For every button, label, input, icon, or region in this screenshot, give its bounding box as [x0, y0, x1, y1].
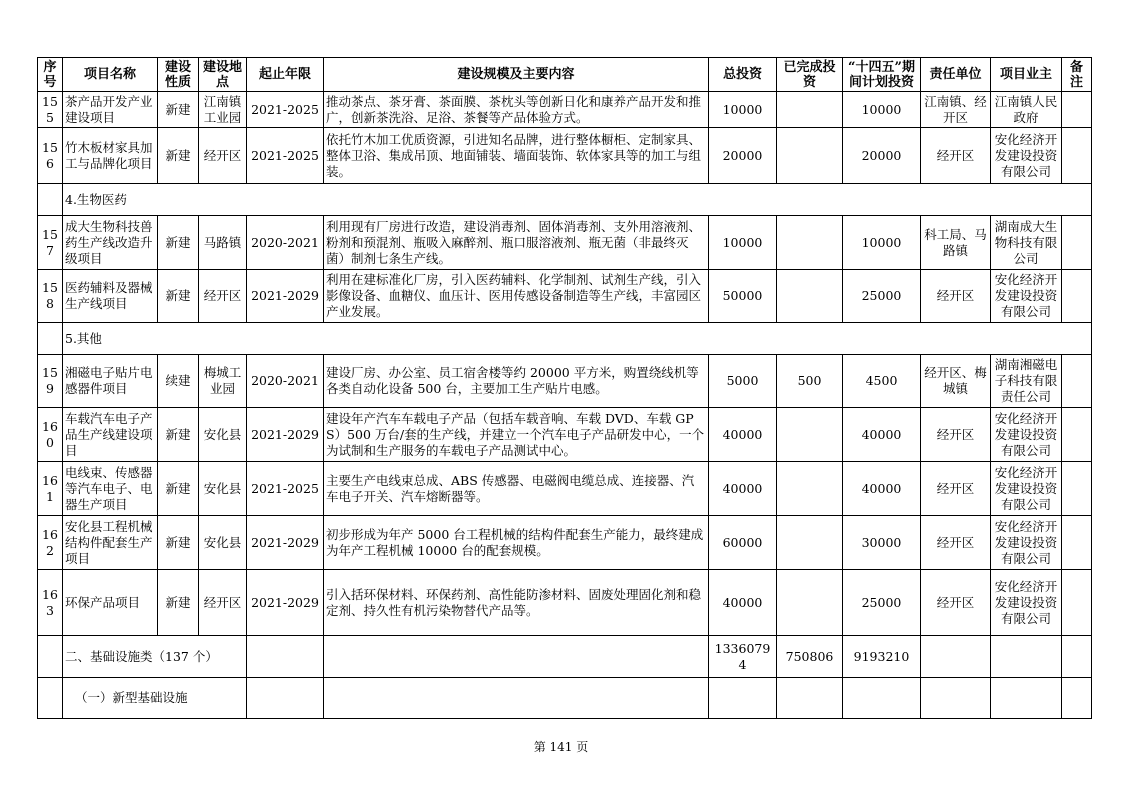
cell-location: 安化县 [199, 462, 247, 516]
cell-location: 安化县 [199, 408, 247, 462]
cell-owner: 安化经济开发建设投资有限公司 [991, 570, 1062, 636]
cell-nature: 新建 [158, 128, 199, 184]
cell-note [1062, 216, 1092, 270]
table-row [38, 216, 1092, 270]
table-row [38, 355, 1092, 408]
header-name: 项目名称 [63, 58, 158, 92]
header-content: 建设规模及主要内容 [324, 58, 709, 92]
section-label: 4.生物医药 [63, 184, 1092, 216]
table-row [38, 516, 1092, 570]
cell-total: 60000 [709, 516, 777, 570]
cell-location: 梅城工业园 [199, 355, 247, 408]
table-row [38, 92, 1092, 128]
cell-unit: 经开区 [921, 408, 991, 462]
cell-no: 155 [38, 92, 63, 128]
cell-content: 依托竹木加工优质资源，引进知名品牌，进行整体橱柜、定制家具、整体卫浴、集成吊顶、地面铺装、墙面装饰、软体家具等的加工与组装。 [324, 128, 709, 184]
cell-period: 2021-2025 [247, 128, 324, 184]
section-row [38, 323, 1092, 355]
cell-plan: 40000 [843, 408, 921, 462]
cell-content: 利用在建标准化厂房，引入医药辅料、化学制剂、试剂生产线，引入影像设备、血糖仪、血压计、医用传感设备制造等生产线，丰富园区产业发展。 [324, 270, 709, 323]
cell-no: 159 [38, 355, 63, 408]
cell-no: 157 [38, 216, 63, 270]
cell-location: 经开区 [199, 128, 247, 184]
cell-note [1062, 92, 1092, 128]
cell-content: 利用现有厂房进行改造，建设消毒剂、固体消毒剂、支外用溶液剂、粉剂和预混剂、瓶吸入麻醉剂、瓶口服溶液剂、瓶无菌（非最终灭菌）制剂七条生产线。 [324, 216, 709, 270]
cell-no: 158 [38, 270, 63, 323]
cell-unit: 经开区、梅城镇 [921, 355, 991, 408]
cell-name: 环保产品项目 [63, 570, 158, 636]
cell-nature: 新建 [158, 516, 199, 570]
cell-nature: 新建 [158, 270, 199, 323]
table-body [38, 92, 1092, 636]
cell-total: 5000 [709, 355, 777, 408]
cell-content: 引入括环保材料、环保药剂、高性能防渗材料、固废处理固化剂和稳定剂、持久性有机污染物替代产品等。 [324, 570, 709, 636]
header-period: 起止年限 [247, 58, 324, 92]
cell-done [777, 92, 843, 128]
cell-owner: 安化经济开发建设投资有限公司 [991, 462, 1062, 516]
cell-name: 湘磁电子贴片电感器件项目 [63, 355, 158, 408]
header-nature: 建设性质 [158, 58, 199, 92]
cell-content: 主要生产电线束总成、ABS 传感器、电磁阀电缆总成、连接器、汽车电子开关、汽车熔断器等。 [324, 462, 709, 516]
cell-name: 成大生物科技兽药生产线改造升级项目 [63, 216, 158, 270]
summary-plan: 9193210 [843, 636, 921, 678]
cell-note [1062, 408, 1092, 462]
cell-period: 2021-2025 [247, 462, 324, 516]
header-location: 建设地点 [199, 58, 247, 92]
cell-owner: 安化经济开发建设投资有限公司 [991, 408, 1062, 462]
cell-period: 2021-2029 [247, 270, 324, 323]
cell-owner: 湖南成大生物科技有限公司 [991, 216, 1062, 270]
cell-no: 156 [38, 128, 63, 184]
cell-total: 10000 [709, 216, 777, 270]
header-note: 备注 [1062, 58, 1092, 92]
table-row [38, 128, 1092, 184]
cell-owner: 安化经济开发建设投资有限公司 [991, 128, 1062, 184]
cell-owner: 安化经济开发建设投资有限公司 [991, 270, 1062, 323]
summary-row [38, 636, 1092, 678]
cell-period: 2021-2025 [247, 92, 324, 128]
cell-total: 40000 [709, 462, 777, 516]
project-table [37, 57, 1092, 719]
cell-owner: 湖南湘磁电子科技有限责任公司 [991, 355, 1062, 408]
cell-unit: 经开区 [921, 570, 991, 636]
cell-note [1062, 128, 1092, 184]
cell-location: 马路镇 [199, 216, 247, 270]
cell-done [777, 462, 843, 516]
cell-note [1062, 570, 1092, 636]
cell-location: 经开区 [199, 570, 247, 636]
cell-unit: 科工局、马路镇 [921, 216, 991, 270]
cell-nature: 新建 [158, 92, 199, 128]
cell-total: 40000 [709, 408, 777, 462]
cell-nature: 新建 [158, 408, 199, 462]
cell-no: 161 [38, 462, 63, 516]
cell-unit: 经开区 [921, 516, 991, 570]
cell-plan: 40000 [843, 462, 921, 516]
cell-done [777, 408, 843, 462]
cell-plan: 10000 [843, 216, 921, 270]
section-label: 5.其他 [63, 323, 1092, 355]
cell-owner: 江南镇人民政府 [991, 92, 1062, 128]
cell-content: 初步形成为年产 5000 台工程机械的结构件配套生产能力，最终建成为年产工程机械 10000 台的配套规模。 [324, 516, 709, 570]
cell-no: 160 [38, 408, 63, 462]
cell-unit: 江南镇、经开区 [921, 92, 991, 128]
cell-plan: 30000 [843, 516, 921, 570]
cell-note [1062, 355, 1092, 408]
cell-location: 安化县 [199, 516, 247, 570]
header-done: 已完成投资 [777, 58, 843, 92]
cell-period: 2020-2021 [247, 216, 324, 270]
cell-total: 10000 [709, 92, 777, 128]
cell-no: 162 [38, 516, 63, 570]
subsection-label: （一）新型基础设施 [63, 678, 247, 719]
cell-period: 2020-2021 [247, 355, 324, 408]
subsection-row [38, 678, 1092, 719]
table-row [38, 270, 1092, 323]
cell-location: 经开区 [199, 270, 247, 323]
cell-nature: 新建 [158, 216, 199, 270]
cell-plan: 25000 [843, 270, 921, 323]
cell-done [777, 128, 843, 184]
page-number: 第 141 页 [533, 740, 589, 754]
cell-plan: 20000 [843, 128, 921, 184]
cell-plan: 25000 [843, 570, 921, 636]
section-row [38, 184, 1092, 216]
cell-name: 车载汽车电子产品生产线建设项目 [63, 408, 158, 462]
cell-name: 茶产品开发产业建设项目 [63, 92, 158, 128]
summary-total: 13360794 [709, 636, 777, 678]
cell-content: 建设年产汽车车载电子产品（包括车载音响、车载 DVD、车载 GPS）500 万台/套的生产线，并建立一个汽车电子产品研发中心，一个为试制和生产服务的车载电子产品测试中心。 [324, 408, 709, 462]
cell-plan: 4500 [843, 355, 921, 408]
cell-done [777, 570, 843, 636]
cell-nature: 新建 [158, 462, 199, 516]
cell-content: 推动茶点、茶牙膏、茶面膜、茶枕头等创新日化和康养产品开发和推广，创新茶洗浴、足浴、茶餐等产品体验方式。 [324, 92, 709, 128]
cell-period: 2021-2029 [247, 408, 324, 462]
cell-note [1062, 462, 1092, 516]
header-owner: 项目业主 [991, 58, 1062, 92]
cell-name: 医药辅料及器械生产线项目 [63, 270, 158, 323]
cell-done [777, 270, 843, 323]
cell-plan: 10000 [843, 92, 921, 128]
table-row [38, 570, 1092, 636]
cell-note [1062, 270, 1092, 323]
header-total: 总投资 [709, 58, 777, 92]
summary-done: 750806 [777, 636, 843, 678]
cell-total: 40000 [709, 570, 777, 636]
header-unit: 责任单位 [921, 58, 991, 92]
header-no: 序号 [38, 58, 63, 92]
cell-total: 20000 [709, 128, 777, 184]
cell-location: 江南镇工业园 [199, 92, 247, 128]
table-row [38, 462, 1092, 516]
cell-unit: 经开区 [921, 128, 991, 184]
cell-content: 建设厂房、办公室、员工宿舍楼等约 20000 平方米，购置绕线机等各类自动化设备 500 台，主要加工生产贴片电感。 [324, 355, 709, 408]
cell-done [777, 516, 843, 570]
cell-nature: 新建 [158, 570, 199, 636]
cell-done [777, 216, 843, 270]
table-row [38, 408, 1092, 462]
cell-nature: 续建 [158, 355, 199, 408]
cell-name: 电线束、传感器等汽车电子、电器生产项目 [63, 462, 158, 516]
cell-name: 竹木板材家具加工与品牌化项目 [63, 128, 158, 184]
header-row [38, 58, 1092, 92]
cell-done: 500 [777, 355, 843, 408]
cell-note [1062, 516, 1092, 570]
cell-no: 163 [38, 570, 63, 636]
header-plan: “十四五”期间计划投资 [843, 58, 921, 92]
cell-unit: 经开区 [921, 270, 991, 323]
summary-label: 二、基础设施类（137 个） [63, 636, 247, 678]
cell-name: 安化县工程机械结构件配套生产项目 [63, 516, 158, 570]
cell-period: 2021-2029 [247, 516, 324, 570]
cell-owner: 安化经济开发建设投资有限公司 [991, 516, 1062, 570]
cell-total: 50000 [709, 270, 777, 323]
cell-period: 2021-2029 [247, 570, 324, 636]
cell-unit: 经开区 [921, 462, 991, 516]
